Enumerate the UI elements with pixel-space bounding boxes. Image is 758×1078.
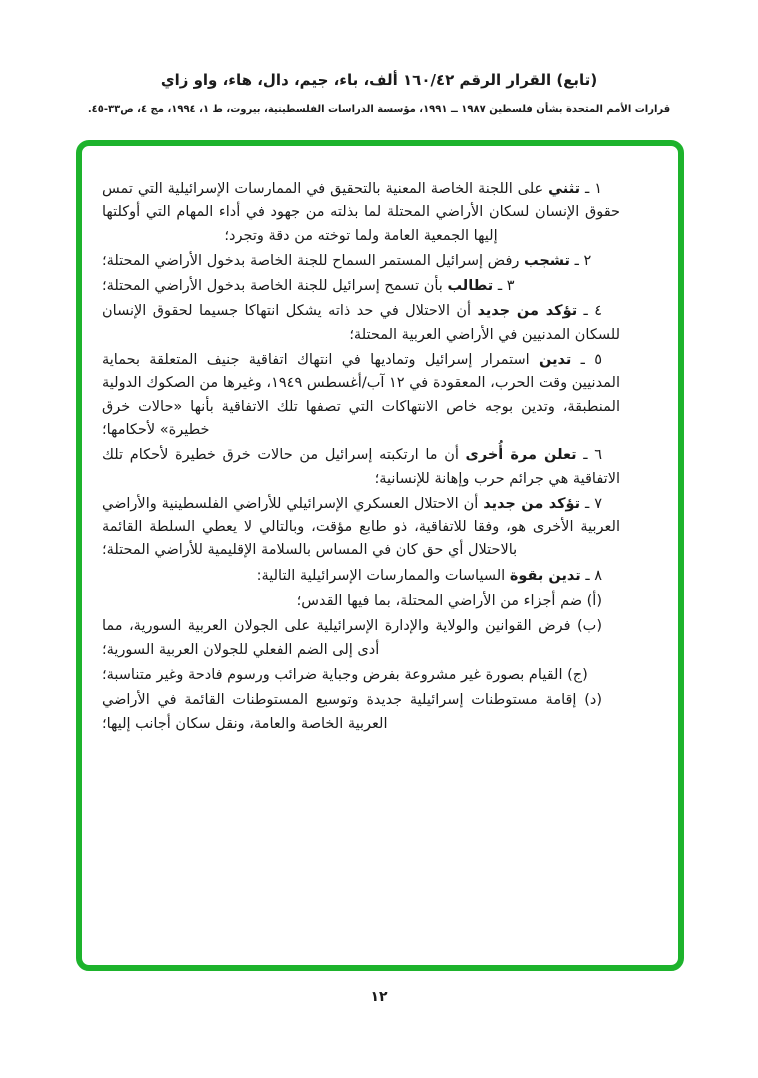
content-border-box (76, 140, 684, 971)
paragraph-text: ٤ ـ (577, 303, 602, 320)
paragraph-text: (ب) فرض القوانين والولاية والإدارة الإسرائيلية على الجولان العربية السورية، مما أدى إلى الضم الفعلي للجولان العربية السورية؛ (102, 618, 602, 658)
page-number: ١٢ (370, 989, 388, 1005)
paragraph (102, 565, 620, 588)
paragraph-text: على اللجنة الخاصة المعنية بالتحقيق في الممارسات الإسرائيلية التي تمس حقوق الإنسان لسكان الأراضي المحتلة لما بذلته من جهود في أداء المهام التي أوكلتها إليها الجمعية العامة ولما توخته من دقة وتجرد؛ (102, 181, 620, 244)
paragraph-text: رفض إسرائيل المستمر السماح للجنة الخاصة بدخول الأراضي المحتلة؛ (102, 252, 524, 269)
paragraph-text: ٦ ـ (576, 447, 602, 464)
paragraph-text: بأن تسمح إسرائيل للجنة الخاصة بدخول الأراضي المحتلة؛ (102, 278, 448, 295)
paragraph-text: السياسات والممارسات الإسرائيلية التالية: (256, 567, 510, 584)
source-citation: قرارات الأمم المتحدة بشأن فلسطين ١٩٨٧ ــ ١٩٩١، مؤسسة الدراسات الفلسطينية، بيروت، ط ١، ١٩٩٤، مج ٤، ص٣٣-٤٥. (87, 104, 671, 115)
paragraph-lead-word: تثني (548, 181, 581, 197)
paragraph-text: ٥ ـ (571, 352, 603, 369)
page-title: (تابع) القرار الرقم ١٦٠/٤٢ ألف، باء، جيم، دال، هاء، واو زاي (160, 71, 598, 89)
paragraph-lead-word: تؤكد من جديد (483, 495, 581, 512)
paragraph-lead-word: تطالب (447, 278, 494, 295)
paragraph (102, 689, 620, 736)
paragraph-lead-word: تدين (539, 352, 572, 369)
paragraph-text: ٧ ـ (580, 495, 603, 512)
paragraph-text: استمرار إسرائيل وتماديها في انتهاك اتفاقية جنيف المتعلقة بحماية المدنيين وقت الحرب، المعقودة في ١٢ آب/أغسطس ١٩٤٩، وغيرها من الصكوك الدولية المنطبقة، وتدين بوجه خاص الانتهاكات التي تصفها تلك الاتفاقية بأنها «حالات خرق خطيرة» لأحكامها؛ (102, 352, 621, 438)
paragraph-text: (ج) القيام بصورة غير مشروعة بفرض وجباية ضرائب ورسوم فادحة وغير متناسبة؛ (102, 666, 588, 683)
paragraph-lead-word: تؤكد من جديد (477, 303, 578, 320)
paragraph (102, 275, 620, 298)
paragraph-text: أن ما ارتكبته إسرائيل من حالات خرق خطيرة لأحكام تلك الاتفاقية هي جرائم حرب وإهانة للإنسانية؛ (102, 447, 620, 487)
paragraph (102, 493, 620, 563)
paragraph-text: (أ) ضم أجزاء من الأراضي المحتلة، بما فيها القدس؛ (296, 593, 602, 610)
paragraph-text: ٣ ـ (493, 278, 515, 295)
paragraph-text: أن الاحتلال في حد ذاته يشكل انتهاكا جسيما لحقوق الإنسان للسكان المدنيين في الأراضي العربية المحتلة؛ (102, 303, 620, 343)
paragraph (102, 250, 620, 273)
paragraph-lead-word: تدين بقوة (509, 567, 581, 584)
paragraph (102, 664, 620, 687)
paragraph (102, 615, 620, 662)
paragraph-text: أن الاحتلال العسكري الإسرائيلي للأراضي الفلسطينية والأراضي العربية الأخرى هو، وفقا للاتفاقية، ذو طابع مؤقت، وبالتالي لا يعطي السلطة القائمة بالاحتلال أي حق كان في المساس بالسلامة الإقليمية للأراضي المحتلة؛ (102, 495, 620, 559)
paragraph-text: ١ ـ (580, 181, 602, 197)
paragraph (102, 590, 620, 613)
paragraph (102, 300, 620, 347)
resolution-text (102, 178, 620, 736)
paragraph-text: (د) إقامة مستوطنات إسرائيلية جديدة وتوسيع المستوطنات القائمة في الأراضي العربية الخاصة والعامة، ونقل سكان أجانب إليها؛ (102, 692, 602, 732)
paragraph (102, 349, 620, 442)
paragraph-text: ٢ ـ (570, 252, 592, 269)
paragraph-lead-word: تعلن مرة أُخرى (465, 447, 577, 464)
paragraph-lead-word: تشجب (524, 252, 570, 269)
paragraph (102, 444, 620, 491)
paragraph-text: ٨ ـ (580, 567, 602, 584)
paragraph (102, 178, 620, 248)
